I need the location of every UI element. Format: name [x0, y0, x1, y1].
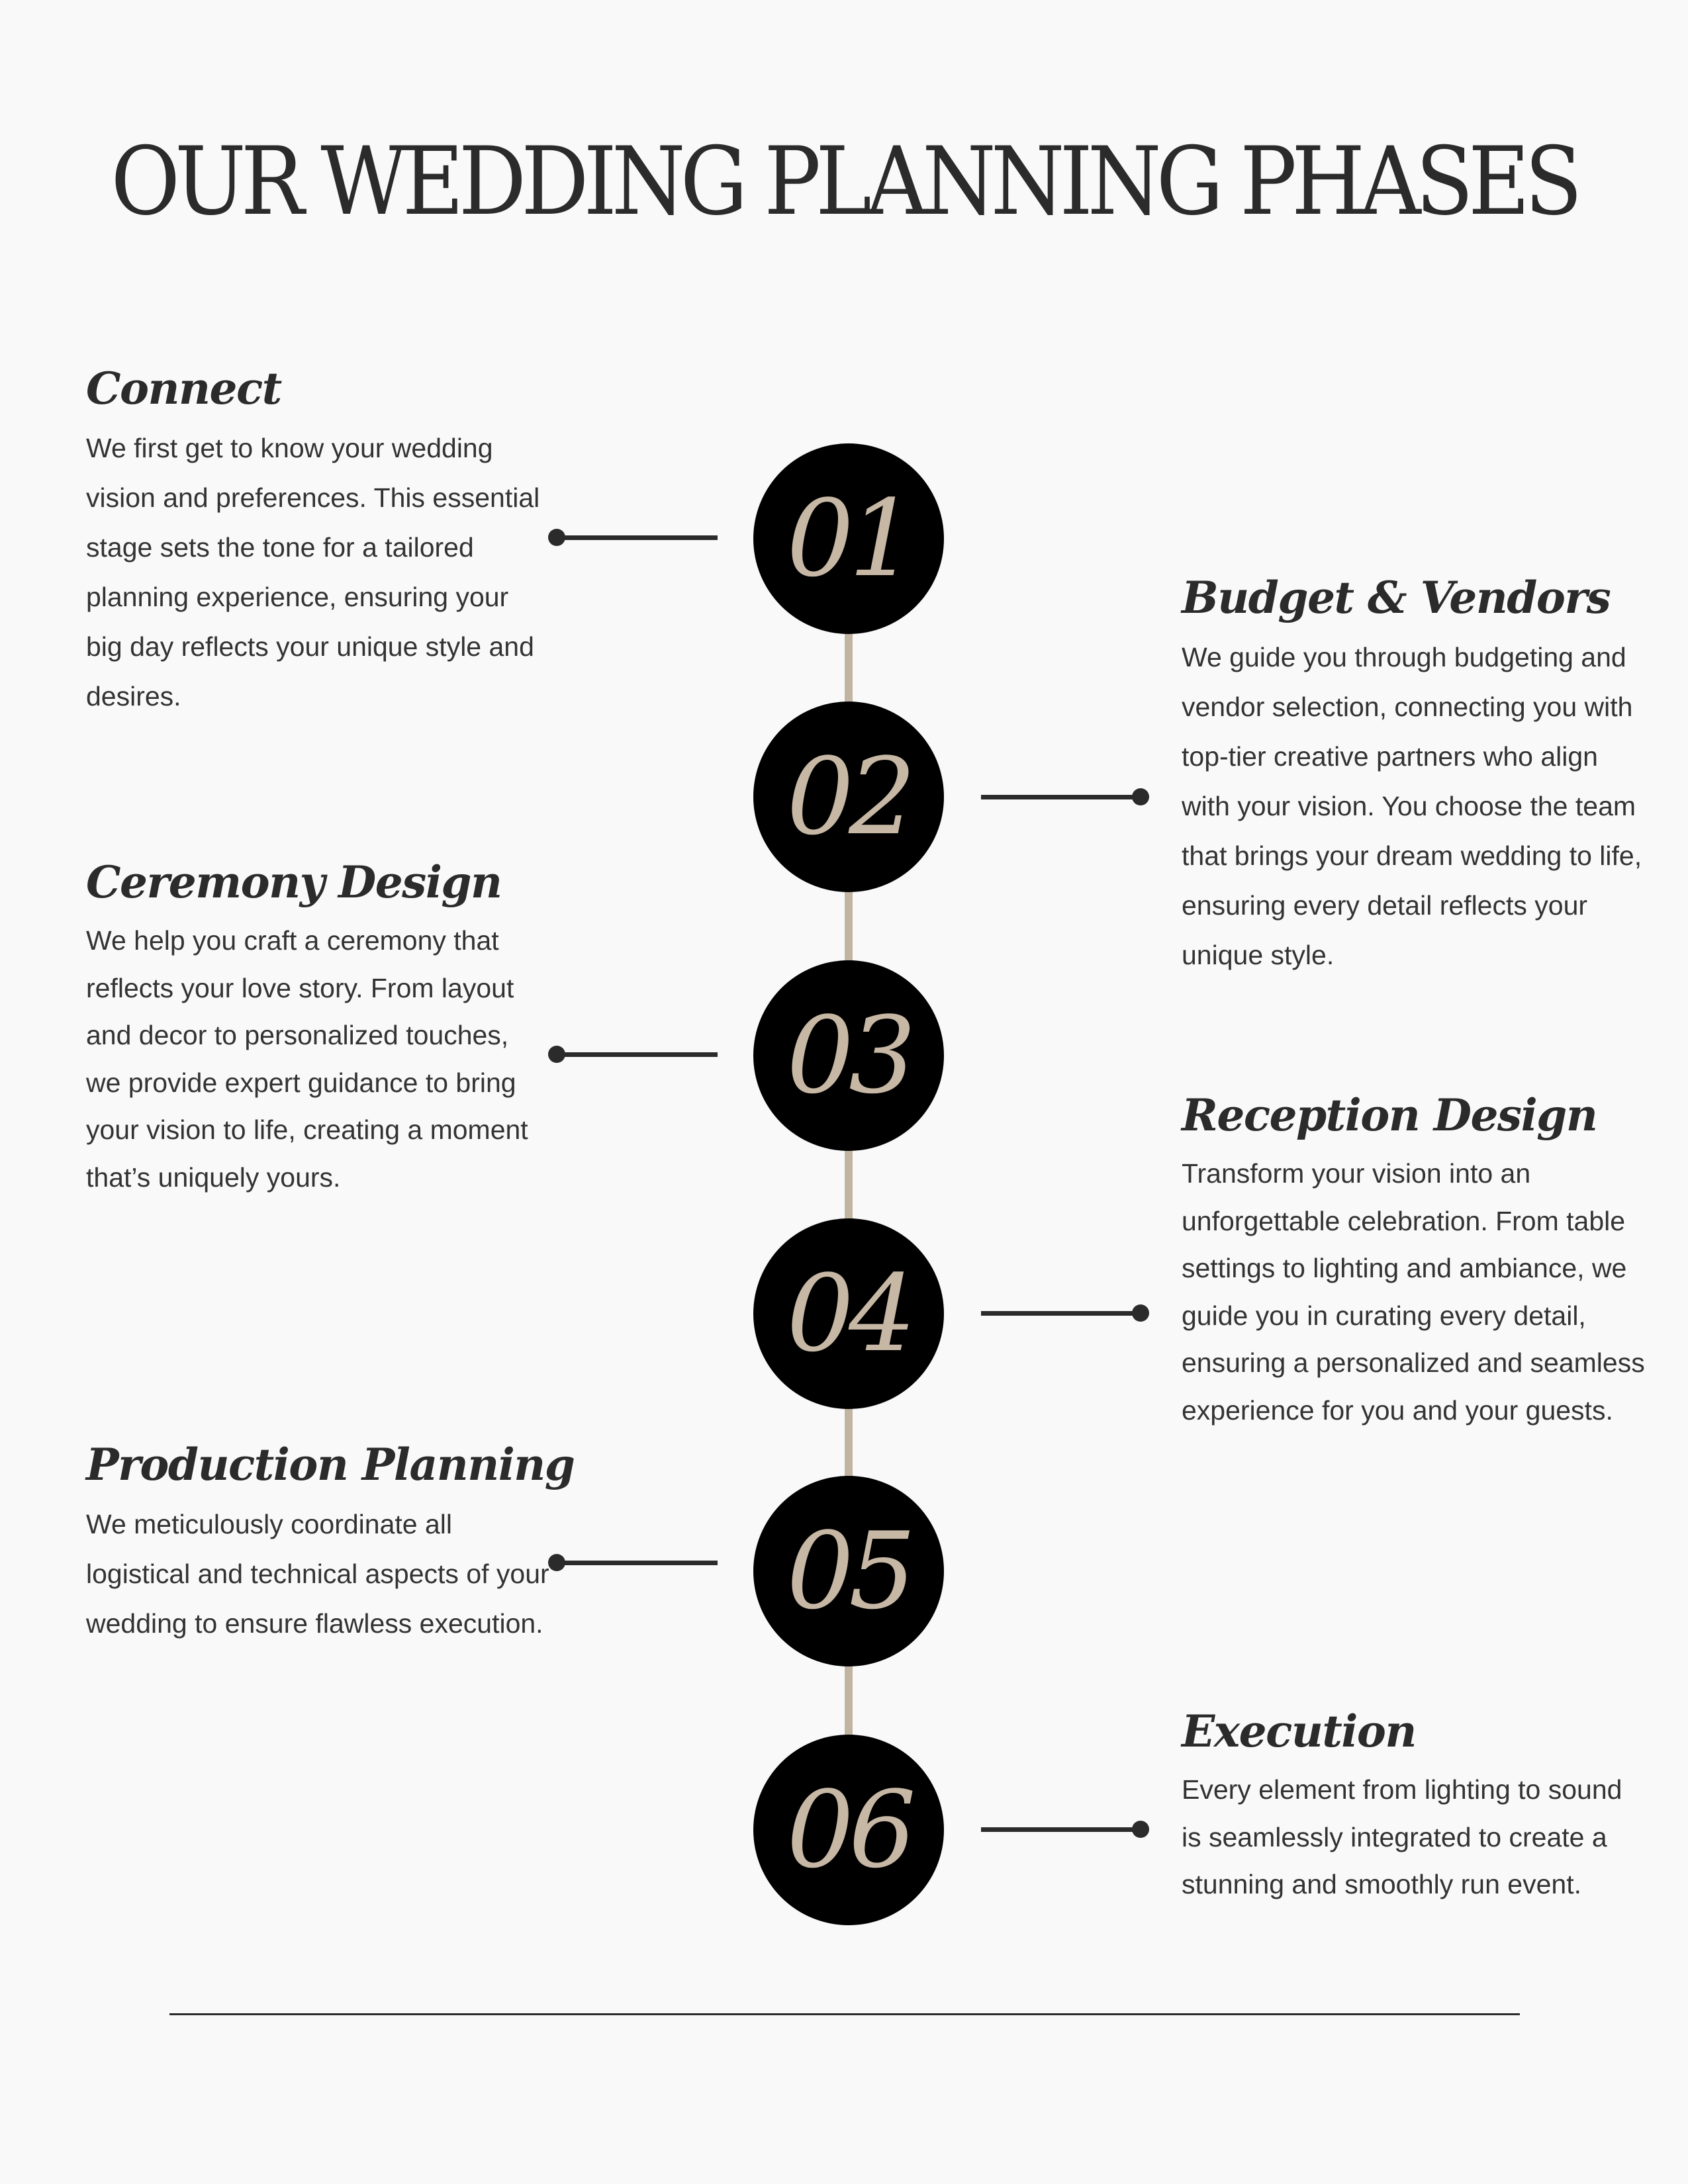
page-title: OUR WEDDING PLANNING PHASES	[111, 127, 1577, 236]
step-circle-06	[753, 1735, 944, 1925]
phase-title: Connect	[86, 363, 281, 414]
connector-dot-06	[1132, 1821, 1149, 1838]
phase-title: Budget & Vendors	[1182, 572, 1611, 623]
phase-title: Reception Design	[1182, 1089, 1597, 1141]
step-circle-04	[753, 1218, 944, 1409]
connector-03	[557, 1052, 718, 1057]
step-number: 03	[786, 993, 911, 1117]
phase-description: We guide you through budgeting and vendor selection, connecting you with top-tier creative partners who align with your vision. You choose the team that brings your dream wedding to life, ensuring every detail reflects your unique style.	[1182, 642, 1642, 970]
connector-01	[557, 535, 718, 540]
phase-ceremony-design	[86, 852, 549, 1201]
phase-description: We meticulously coordinate all logistical and technical aspects of your wedding to ensure flawless execution.	[86, 1509, 549, 1639]
connector-dot-02	[1132, 788, 1149, 805]
connector-04	[981, 1311, 1141, 1316]
phase-description: Transform your vision into an unforgettable celebration. From table settings to lighting and ambiance, we guide you in curating every detail, ensuring a personalized and seamless experience for you and your guests.	[1182, 1158, 1645, 1426]
connector-06	[981, 1827, 1141, 1832]
bottom-divider	[169, 2013, 1520, 2015]
connector-05	[557, 1561, 718, 1565]
step-number: 01	[786, 477, 911, 600]
step-number: 02	[786, 735, 911, 858]
phase-title: Production Planning	[86, 1439, 575, 1490]
phase-connect	[86, 359, 549, 721]
phase-production-planning	[86, 1435, 575, 1649]
step-number: 06	[786, 1768, 911, 1891]
phase-execution	[1182, 1702, 1645, 1909]
step-number: 05	[786, 1509, 911, 1633]
step-number: 04	[786, 1251, 911, 1375]
step-circle-05	[753, 1476, 944, 1666]
phase-title: Ceremony Design	[86, 856, 502, 908]
phase-budget-vendors	[1182, 568, 1645, 980]
phase-description: We help you craft a ceremony that reflects your love story. From layout and decor to personalized touches, we provide expert guidance to bring your vision to life, creating a moment that’s uniquely yours.	[86, 925, 528, 1193]
connector-dot-03	[548, 1046, 565, 1063]
connector-dot-01	[548, 529, 565, 546]
connector-02	[981, 795, 1141, 799]
step-circle-03	[753, 960, 944, 1151]
phase-description: Every element from lighting to sound is seamlessly integrated to create a stunning and smoothly run event.	[1182, 1774, 1622, 1899]
connector-dot-04	[1132, 1304, 1149, 1322]
phase-description: We first get to know your wedding vision and preferences. This essential stage sets the tone for a tailored planning experience, ensuring your big day reflects your unique style and desires.	[86, 433, 540, 711]
connector-dot-05	[548, 1554, 565, 1571]
step-circle-02	[753, 702, 944, 892]
step-circle-01	[753, 443, 944, 634]
phase-title: Execution	[1182, 1706, 1416, 1757]
phase-reception-design	[1182, 1085, 1645, 1434]
